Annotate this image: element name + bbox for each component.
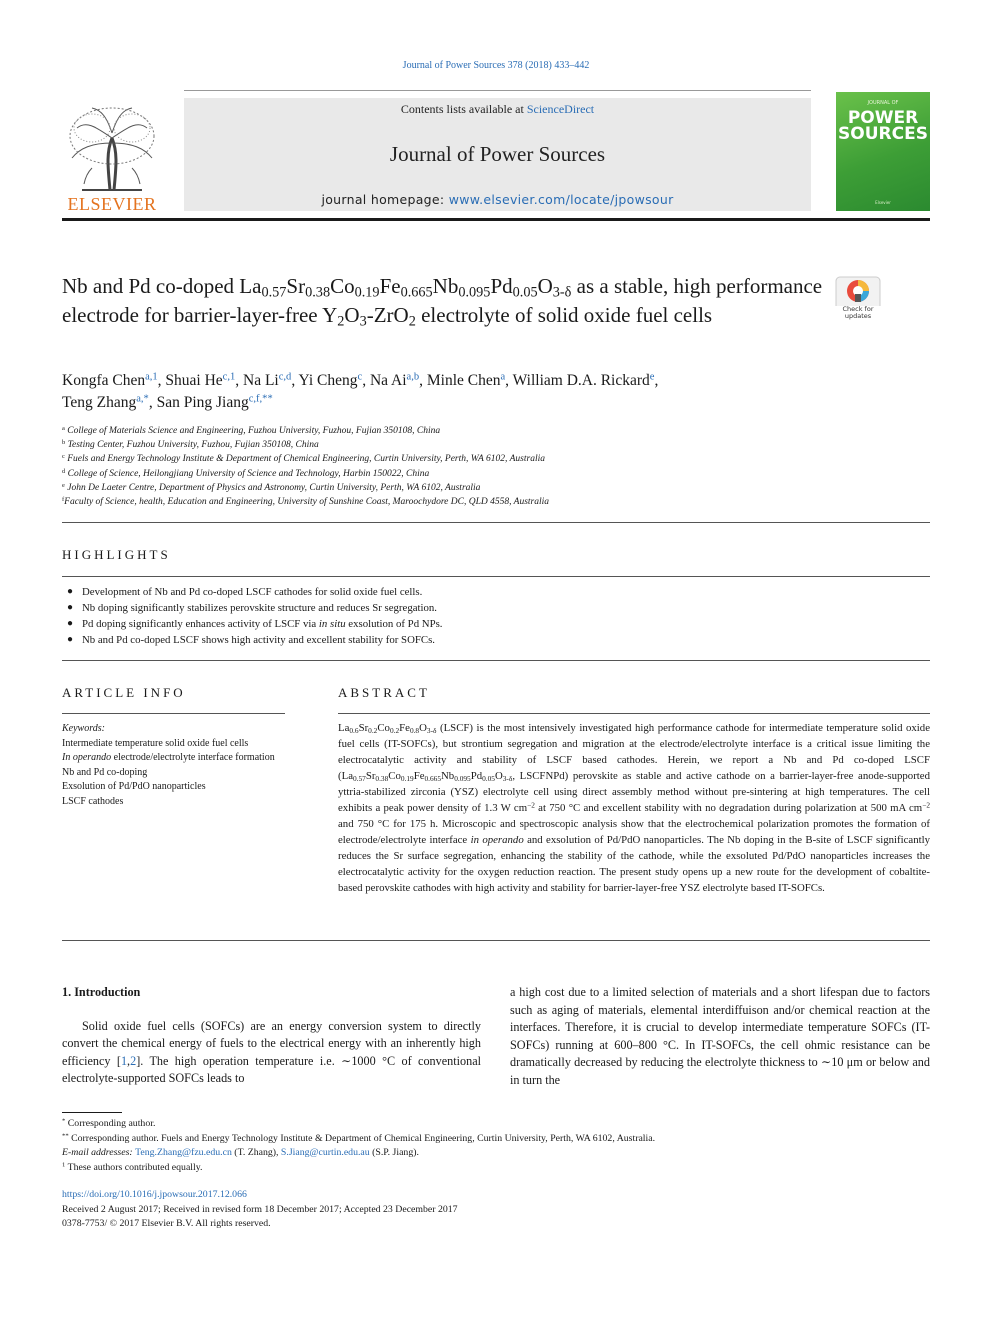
footnote: $^1$ These authors contributed equally. — [62, 1161, 203, 1173]
author[interactable]: Na Li$^{c,d}$ — [243, 371, 292, 389]
bullet-icon: ● — [67, 634, 74, 645]
cover-title — [836, 110, 930, 142]
footnote-rule — [62, 1112, 122, 1113]
author[interactable]: Kongfa Chen$^{a,1}$ — [62, 371, 158, 389]
abstract-heading: ABSTRACT — [338, 685, 430, 700]
sciencedirect-link[interactable]: ScienceDirect — [526, 102, 595, 116]
bullet-icon: ● — [67, 602, 74, 613]
author[interactable]: William D.A. Rickard$^e$ — [512, 371, 655, 389]
email-link[interactable]: S.Jiang@curtin.edu.au — [280, 1147, 370, 1158]
abstract-body: $La_{0.6}Sr_{0.2}Co_{0.2}Fe_{0.8}O_{3-\delta}$ (LSCF) is the most intensively investigated high performance cathode for intermediate temperature solid oxide fuel cells (IT-SOFCs), but strontium segregation and migration at the electrode/electrolyte interface is a critical issue limiting the electrocatalytic activity and stability of LSCF based cathodes. Herein, we report a Nb and Pd co-doped LSCF ($La_{0.57}Sr_{0.38}Co_{0.19}Fe_{0.665}Nb_{0.095}Pd_{0.05}O_{3-\delta}$, LSCFNPd) perovskite as stable and active cathode on a barrier-layer-free anode-supported yttria-stabilized zirconia (YSZ) electrolyte cell using direct assembly method without pre-sintering at high temperatures. The cell exhibits a peak power density of 1.3 W $cm^{-2}$ at 750 °C and excellent stability with no degradation during polarization at 500 mA $cm^{-2}$ and 750 °C for 175 h. Microscopic and spectroscopic analysis show that the electrochemical polarization promotes the formation of electrode/electrolyte interface in operando and exsolution of Pd/PdO nanoparticles. The Nb doping in the B-site of LSCF significantly reduces the Sr surface segregation, enhancing the stability of the cathode, while the exsoluted Pd/PdO nanoparticles increases the electrocatalytic activity for the oxygen reduction reaction. The present study opens up a new route for the development of cobaltite-based perovskite cathodes with high activity and stability for barrier-layer-free YSZ electrolyte based IT-SOFCs. — [338, 722, 931, 894]
footnote: * Corresponding author. — [62, 1117, 156, 1129]
affiliation: $^d$ College of Science, Heilongjiang University of Science and Technology, Harbin 150022, China — [62, 467, 430, 479]
author[interactable]: Shuai He$^{c,1}$ — [165, 371, 236, 389]
keyword: Exsolution of Pd/PdO nanoparticles — [62, 781, 206, 792]
journal-citation[interactable]: Journal of Power Sources 378 (2018) 433–442 — [402, 60, 590, 71]
cover-publisher: Elsevier — [875, 200, 891, 205]
received-dates: Received 2 August 2017; Received in revised form 18 December 2017; Accepted 23 December 2017 — [62, 1203, 458, 1215]
abstract-rule — [338, 713, 930, 714]
affiliation-list — [62, 424, 922, 509]
email-link[interactable]: Teng.Zhang@fzu.edu.cn — [135, 1147, 232, 1158]
keywords-label: Keywords: — [62, 723, 105, 734]
check-updates-icon — [835, 276, 881, 306]
intro-paragraph: Solid oxide fuel cells (SOFCs) are an energy conversion system to directly convert the chemical energy of fuels to the electrical energy with an inherently high efficiency [1,2]. The high operation temperature i.e. ∼1000 °C of conventional electrolyte-supported SOFCs leads to — [62, 1018, 481, 1086]
keywords-block — [62, 722, 292, 809]
keyword: Nb and Pd co-doping — [62, 766, 148, 778]
check-updates-label: Check for updates — [842, 305, 874, 320]
cover-title-line2: SOURCES — [838, 124, 928, 144]
author[interactable]: Na Ai$^{a,b}$ — [369, 371, 420, 389]
bullet-icon: ● — [67, 618, 74, 629]
highlights-top-rule — [62, 576, 930, 577]
intro-heading: 1. Introduction — [62, 985, 141, 999]
copyright: 0378-7753/ © 2017 Elsevier B.V. All rights reserved. — [62, 1218, 271, 1229]
affiliation: $^f$Faculty of Science, health, Education and Engineering, University of Sunshine Coast, Maroochydore DC, QLD 4558, Australia — [62, 495, 550, 508]
reference-link[interactable]: 2 — [130, 1053, 137, 1068]
highlight-item: ● Nb and Pd co-doped LSCF shows high activity and excellent stability for SOFCs. — [67, 634, 435, 646]
footnote-emails: E-mail addresses: Teng.Zhang@fzu.edu.cn (T. Zhang), S.Jiang@curtin.edu.au (S.P. Jiang). — [62, 1147, 419, 1158]
intro-left-column — [62, 984, 481, 1088]
keyword: Intermediate temperature solid oxide fuel cells — [62, 737, 249, 749]
section-divider — [62, 522, 930, 523]
highlights-bottom-rule — [62, 660, 930, 661]
highlight-item: ● Nb doping significantly stabilizes perovskite structure and reduces Sr segregation. — [67, 602, 438, 614]
header-rule — [184, 90, 811, 91]
footnotes — [62, 1117, 922, 1175]
doi-block — [62, 1188, 922, 1232]
highlight-item: ● Pd doping significantly enhances activity of LSCF via in situ exsolution of Pd NPs. — [67, 618, 443, 630]
doi-link[interactable]: https://doi.org/10.1016/j.jpowsour.2017.12.066 — [62, 1189, 247, 1200]
author-list: Kongfa Chen$^{a,1}$, Shuai He$^{c,1}$, Na Li$^{c,d}$, Yi Cheng$^c$, Na Ai$^{a,b}$, Minle Chen$^a$, William D.A. Rickard$^e$, Teng Zhang$^{a,*}$, San Ping Jiang$^{c,f,**}$ — [62, 371, 659, 411]
highlight-item: ● Development of Nb and Pd co-doped LSCF cathodes for solid oxide fuel cells. — [67, 586, 423, 598]
cover-journal-of: JOURNAL OF — [867, 100, 899, 106]
homepage-prefix: journal homepage: — [321, 192, 449, 207]
check-for-updates-badge[interactable] — [835, 276, 881, 322]
journal-header-box — [184, 98, 811, 211]
author[interactable]: Teng Zhang$^{a,*}$ — [62, 393, 149, 411]
article-info-rule — [62, 713, 285, 714]
author[interactable]: Minle Chen$^a$ — [426, 371, 506, 389]
journal-title: Journal of Power Sources — [389, 142, 606, 166]
affiliation: $^c$ Fuels and Energy Technology Institute & Department of Chemical Engineering, Curtin University, Perth, WA 6102, Australia — [62, 453, 545, 465]
cover-title-line1: POWER — [847, 108, 919, 128]
keyword: LSCF cathodes — [62, 795, 124, 807]
footnote: ** Corresponding author. Fuels and Energy Technology Institute & Department of Chemical Engineering, Curtin University, Perth, WA 6102, Australia. — [62, 1132, 656, 1144]
bullet-icon: ● — [67, 586, 74, 597]
intro-right-column: a high cost due to a limited selection of materials and a short lifespan due to factors such as aging of materials, elemental interdiffuison and/or chemical reaction at the interfaces. Therefore, it is crucial to develop intermediate temperature SOFCs (IT-SOFCs) running at 600–800 °C. In IT-SOFCs, the cell ohmic resistance can be dramatically decreased by reducing the electrolyte thickness to ∼10 μm or below and in turn the — [510, 985, 930, 1087]
journal-homepage — [184, 192, 811, 207]
header-thick-rule — [62, 218, 930, 221]
homepage-link[interactable]: www.elsevier.com/locate/jpowsour — [448, 192, 674, 207]
article-info-heading: ARTICLE INFO — [62, 685, 186, 700]
affiliation: $^e$ John De Laeter Centre, Department of Physics and Astronomy, Curtin University, Perth, WA 6102, Australia — [62, 481, 481, 493]
author[interactable]: San Ping Jiang$^{c,f,**}$ — [156, 393, 273, 411]
publisher-name: ELSEVIER — [67, 194, 157, 214]
reference-link[interactable]: 1 — [120, 1053, 128, 1068]
affiliation: $^a$ College of Materials Science and Engineering, Fuzhou University, Fuzhou, Fujian 350108, China — [62, 424, 441, 436]
affiliation: $^b$ Testing Center, Fuzhou University, Fuzhou, Fujian 350108, China — [62, 438, 319, 451]
journal-cover-image[interactable] — [836, 92, 930, 211]
contents-line — [184, 102, 811, 117]
paper-title: Nb and Pd co-doped $La_{0.57}Sr_{0.38}Co_{0.19}Fe_{0.665}Nb_{0.095}Pd_{0.05}O_{3-\delta}$ as a stable, high performance electrode for barrier-layer-free $Y_2O_3-ZrO_2$ electrolyte of solid oxide fuel cells — [62, 274, 823, 330]
author[interactable]: Yi Cheng$^c$ — [298, 371, 363, 389]
abstract-bottom-rule — [62, 940, 930, 941]
highlights-list — [66, 584, 926, 648]
highlights-heading: HIGHLIGHTS — [62, 547, 171, 562]
contents-prefix: Contents lists available at — [400, 102, 527, 116]
keyword: In operando electrode/electrolyte interface formation — [62, 752, 275, 763]
